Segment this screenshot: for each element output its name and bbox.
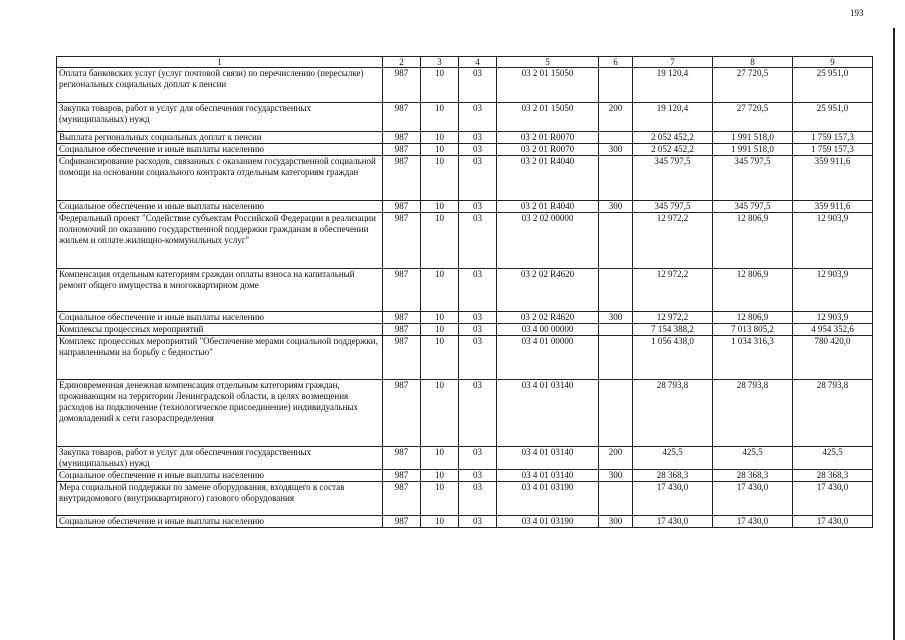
column-header: 3	[421, 57, 459, 68]
code-subsection: 03	[459, 156, 497, 201]
amount-year-2: 1 034 316,3	[713, 336, 793, 380]
amount-year-2: 345 797,5	[713, 201, 793, 213]
code-subsection: 03	[459, 336, 497, 380]
amount-year-1: 17 430,0	[633, 482, 713, 516]
code-target-article: 03 2 02 R4620	[497, 269, 599, 312]
amount-year-1: 2 052 452,2	[633, 144, 713, 156]
amount-year-3: 12 903,9	[793, 269, 873, 312]
column-header: 6	[599, 57, 633, 68]
row-label: Компенсация отдельным категориям граждан оплаты взноса на капитальный ремонт общего имущества в многоквартирном доме	[57, 269, 383, 312]
table-row	[57, 516, 873, 528]
row-label: Социальное обеспечение и иные выплаты населению	[57, 516, 383, 528]
code-target-article: 03 4 01 03140	[497, 380, 599, 447]
code-main-admin: 987	[383, 144, 421, 156]
amount-year-1: 19 120,4	[633, 68, 713, 103]
code-subsection: 03	[459, 213, 497, 269]
code-main-admin: 987	[383, 68, 421, 103]
row-label: Выплата региональных социальных доплат к пенсии	[57, 132, 383, 144]
code-target-article: 03 2 01 R0070	[497, 132, 599, 144]
code-expense-type	[599, 269, 633, 312]
code-expense-type: 300	[599, 516, 633, 528]
table-row	[57, 447, 873, 470]
amount-year-2: 345 797,5	[713, 156, 793, 201]
code-target-article: 03 4 01 03140	[497, 470, 599, 482]
code-section: 10	[421, 269, 459, 312]
code-subsection: 03	[459, 269, 497, 312]
code-main-admin: 987	[383, 470, 421, 482]
code-section: 10	[421, 68, 459, 103]
amount-year-3: 359 911,6	[793, 201, 873, 213]
code-expense-type	[599, 132, 633, 144]
code-subsection: 03	[459, 470, 497, 482]
code-expense-type	[599, 336, 633, 380]
code-section: 10	[421, 380, 459, 447]
amount-year-2: 1 991 518,0	[713, 132, 793, 144]
table-row	[57, 68, 873, 103]
amount-year-1: 12 972,2	[633, 269, 713, 312]
code-target-article: 03 4 01 03140	[497, 447, 599, 470]
code-expense-type: 300	[599, 470, 633, 482]
code-main-admin: 987	[383, 447, 421, 470]
code-section: 10	[421, 132, 459, 144]
amount-year-1: 28 368,3	[633, 470, 713, 482]
row-label: Закупка товаров, работ и услуг для обеспечения государственных (муниципальных) нужд	[57, 447, 383, 470]
code-main-admin: 987	[383, 269, 421, 312]
amount-year-1: 1 056 438,0	[633, 336, 713, 380]
code-section: 10	[421, 144, 459, 156]
amount-year-1: 345 797,5	[633, 201, 713, 213]
amount-year-2: 17 430,0	[713, 482, 793, 516]
budget-table	[56, 56, 873, 528]
code-expense-type: 300	[599, 201, 633, 213]
column-number-row	[57, 57, 873, 68]
code-section: 10	[421, 324, 459, 336]
column-header: 9	[793, 57, 873, 68]
amount-year-2: 27 720,5	[713, 68, 793, 103]
row-label: Федеральный проект "Содействие субъектам Российской Федерации в реализации полномочий по оказанию государственной поддержки гражданам в обеспечении жильем и оплате жилищно-коммунальных услуг"	[57, 213, 383, 269]
page-number: 193	[850, 8, 864, 18]
table-row	[57, 156, 873, 201]
column-header: 7	[633, 57, 713, 68]
code-section: 10	[421, 103, 459, 132]
code-target-article: 03 2 02 R4620	[497, 312, 599, 324]
amount-year-3: 425,5	[793, 447, 873, 470]
code-expense-type	[599, 324, 633, 336]
amount-year-3: 25 951,0	[793, 103, 873, 132]
code-target-article: 03 2 01 R4040	[497, 156, 599, 201]
code-main-admin: 987	[383, 201, 421, 213]
code-expense-type	[599, 380, 633, 447]
table-row	[57, 312, 873, 324]
amount-year-2: 7 013 805,2	[713, 324, 793, 336]
code-subsection: 03	[459, 324, 497, 336]
amount-year-2: 28 793,8	[713, 380, 793, 447]
code-subsection: 03	[459, 447, 497, 470]
code-target-article: 03 4 01 03190	[497, 516, 599, 528]
amount-year-3: 12 903,9	[793, 312, 873, 324]
amount-year-3: 1 759 157,3	[793, 132, 873, 144]
code-main-admin: 987	[383, 312, 421, 324]
table-body	[57, 68, 873, 528]
table-row	[57, 201, 873, 213]
amount-year-3: 17 430,0	[793, 482, 873, 516]
column-header: 4	[459, 57, 497, 68]
page-edge-line	[893, 28, 895, 640]
table-row	[57, 132, 873, 144]
code-target-article: 03 4 01 03190	[497, 482, 599, 516]
code-main-admin: 987	[383, 516, 421, 528]
table-row	[57, 336, 873, 380]
code-main-admin: 987	[383, 103, 421, 132]
row-label: Единовременная денежная компенсация отдельным категориям граждан, проживающим на территории Ленинградской области, в целях возмещения расходов на подключение (технологическое присоединение) индивидуальных домовладений к сети газораспределения	[57, 380, 383, 447]
amount-year-2: 12 806,9	[713, 312, 793, 324]
code-expense-type	[599, 213, 633, 269]
code-main-admin: 987	[383, 156, 421, 201]
code-target-article: 03 4 00 00000	[497, 324, 599, 336]
amount-year-1: 12 972,2	[633, 312, 713, 324]
row-label: Оплата банковских услуг (услуг почтовой связи) по перечислению (пересылке) региональных социальных доплат к пенсии	[57, 68, 383, 103]
amount-year-3: 12 903,9	[793, 213, 873, 269]
amount-year-3: 4 954 352,6	[793, 324, 873, 336]
amount-year-3: 28 368,3	[793, 470, 873, 482]
code-subsection: 03	[459, 103, 497, 132]
table-row	[57, 324, 873, 336]
code-section: 10	[421, 447, 459, 470]
table-row	[57, 470, 873, 482]
code-subsection: 03	[459, 144, 497, 156]
code-main-admin: 987	[383, 380, 421, 447]
amount-year-3: 780 420,0	[793, 336, 873, 380]
code-section: 10	[421, 213, 459, 269]
table-row	[57, 380, 873, 447]
code-expense-type: 200	[599, 103, 633, 132]
amount-year-1: 28 793,8	[633, 380, 713, 447]
code-main-admin: 987	[383, 336, 421, 380]
column-header: 2	[383, 57, 421, 68]
table-row	[57, 269, 873, 312]
code-expense-type: 200	[599, 447, 633, 470]
row-label: Мера социальной поддержки по замене оборудования, входящего в состав внутридомового (внутриквартирного) газового оборудования	[57, 482, 383, 516]
code-main-admin: 987	[383, 213, 421, 269]
amount-year-3: 17 430,0	[793, 516, 873, 528]
code-target-article: 03 2 01 R4040	[497, 201, 599, 213]
code-main-admin: 987	[383, 132, 421, 144]
amount-year-3: 359 911,6	[793, 156, 873, 201]
code-expense-type	[599, 482, 633, 516]
table-row	[57, 144, 873, 156]
amount-year-3: 25 951,0	[793, 68, 873, 103]
code-target-article: 03 2 02 00000	[497, 213, 599, 269]
code-target-article: 03 4 01 00000	[497, 336, 599, 380]
amount-year-3: 28 793,8	[793, 380, 873, 447]
code-main-admin: 987	[383, 324, 421, 336]
amount-year-3: 1 759 157,3	[793, 144, 873, 156]
amount-year-2: 425,5	[713, 447, 793, 470]
amount-year-2: 17 430,0	[713, 516, 793, 528]
code-target-article: 03 2 01 R0070	[497, 144, 599, 156]
amount-year-1: 2 052 452,2	[633, 132, 713, 144]
row-label: Комплексы процессных мероприятий	[57, 324, 383, 336]
column-header: 8	[713, 57, 793, 68]
code-section: 10	[421, 156, 459, 201]
code-expense-type: 300	[599, 144, 633, 156]
amount-year-1: 345 797,5	[633, 156, 713, 201]
amount-year-1: 425,5	[633, 447, 713, 470]
code-expense-type	[599, 68, 633, 103]
row-label: Софинансирование расходов, связанных с оказанием государственной социальной помощи на основании социального контракта отдельным категориям граждан	[57, 156, 383, 201]
code-subsection: 03	[459, 201, 497, 213]
amount-year-2: 27 720,5	[713, 103, 793, 132]
code-expense-type	[599, 156, 633, 201]
table-row	[57, 103, 873, 132]
code-main-admin: 987	[383, 482, 421, 516]
amount-year-2: 28 368,3	[713, 470, 793, 482]
amount-year-2: 1 991 518,0	[713, 144, 793, 156]
code-section: 10	[421, 470, 459, 482]
table-row	[57, 213, 873, 269]
code-section: 10	[421, 312, 459, 324]
code-section: 10	[421, 336, 459, 380]
row-label: Социальное обеспечение и иные выплаты населению	[57, 470, 383, 482]
code-target-article: 03 2 01 15050	[497, 68, 599, 103]
column-header: 1	[57, 57, 383, 68]
code-subsection: 03	[459, 68, 497, 103]
code-target-article: 03 2 01 15050	[497, 103, 599, 132]
row-label: Закупка товаров, работ и услуг для обеспечения государственных (муниципальных) нужд	[57, 103, 383, 132]
table-row	[57, 482, 873, 516]
code-subsection: 03	[459, 132, 497, 144]
row-label: Социальное обеспечение и иные выплаты населению	[57, 201, 383, 213]
code-section: 10	[421, 482, 459, 516]
code-subsection: 03	[459, 482, 497, 516]
code-subsection: 03	[459, 516, 497, 528]
code-subsection: 03	[459, 380, 497, 447]
column-header: 5	[497, 57, 599, 68]
amount-year-2: 12 806,9	[713, 213, 793, 269]
row-label: Социальное обеспечение и иные выплаты населению	[57, 144, 383, 156]
code-section: 10	[421, 516, 459, 528]
code-subsection: 03	[459, 312, 497, 324]
amount-year-1: 19 120,4	[633, 103, 713, 132]
amount-year-1: 7 154 388,2	[633, 324, 713, 336]
row-label: Комплекс процессных мероприятий "Обеспечение мерами социальной поддержки, направленными на борьбу с бедностью"	[57, 336, 383, 380]
amount-year-2: 12 806,9	[713, 269, 793, 312]
code-expense-type: 300	[599, 312, 633, 324]
amount-year-1: 17 430,0	[633, 516, 713, 528]
row-label: Социальное обеспечение и иные выплаты населению	[57, 312, 383, 324]
amount-year-1: 12 972,2	[633, 213, 713, 269]
code-section: 10	[421, 201, 459, 213]
